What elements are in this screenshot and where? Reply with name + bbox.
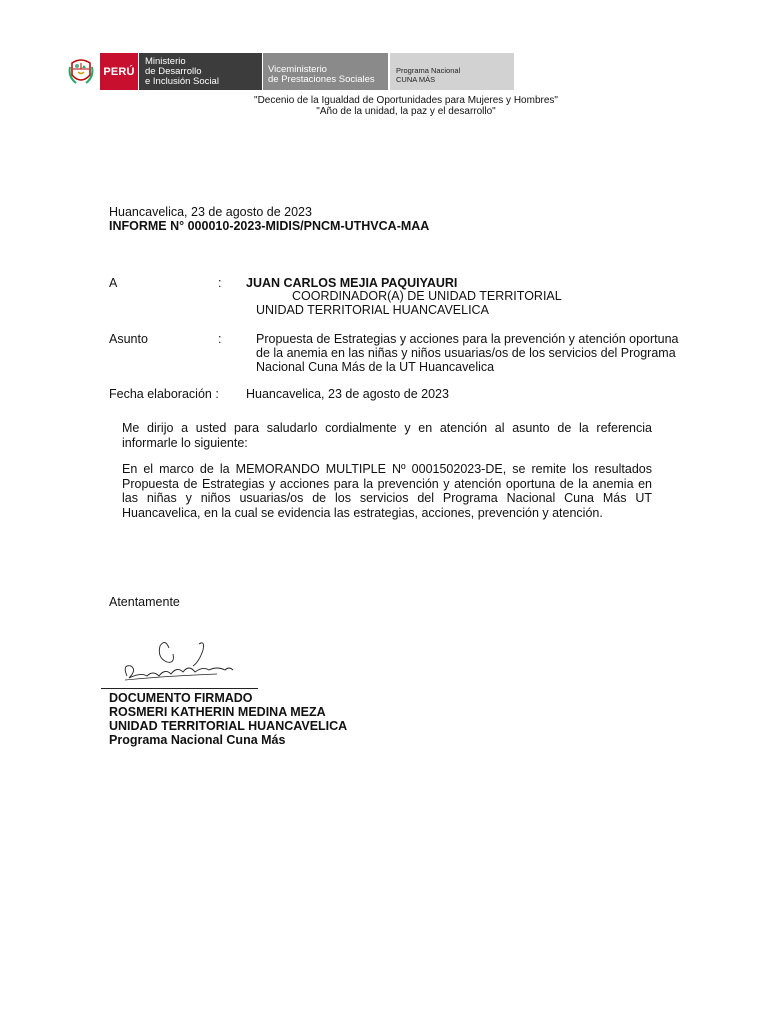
signer-program: Programa Nacional Cuna Más [109, 733, 286, 747]
program-line: Programa Nacional [396, 66, 461, 75]
elaboration-label: Fecha elaboración : [109, 387, 219, 401]
decade-slogan: "Decenio de la Igualdad de Oportunidades para Mujeres y Hombres" [254, 95, 558, 106]
subject-line: Propuesta de Estrategias y acciones para la prevención y atención oportuna [256, 332, 679, 346]
addressee-unit: UNIDAD TERRITORIAL HUANCAVELICA [256, 303, 489, 317]
subject-colon: : [218, 332, 222, 346]
program-line: CUNA MÁS [396, 75, 436, 84]
subject-line: Nacional Cuna Más de la UT Huancavelica [256, 360, 495, 374]
ministry-brand-box [139, 53, 262, 90]
ministry-line: de Desarrollo [145, 66, 202, 77]
place-date: Huancavelica, 23 de agosto de 2023 [109, 205, 312, 219]
vice-line: Viceministerio [268, 64, 327, 75]
ministry-line: Ministerio [145, 56, 186, 67]
peru-brand-box: PERÚ [100, 53, 138, 90]
year-slogan: "Año de la unidad, la paz y el desarrollo" [316, 106, 496, 117]
institutional-header [68, 53, 514, 90]
signature-line [101, 688, 258, 689]
report-number: INFORME N° 000010-2023-MIDIS/PNCM-UTHVCA-MAA [109, 219, 430, 233]
ministry-line: e Inclusión Social [145, 76, 219, 87]
signer-unit: UNIDAD TERRITORIAL HUANCAVELICA [109, 719, 348, 733]
body-paragraph: Me dirijo a usted para saludarlo cordialmente y en atención al asunto de la referencia informarle lo siguiente: [122, 421, 652, 450]
addressee-name: JUAN CARLOS MEJIA PAQUIYAURI [246, 276, 458, 290]
elaboration-date: Huancavelica, 23 de agosto de 2023 [246, 387, 449, 401]
vice-ministry-brand-box [263, 53, 388, 90]
signer-name: ROSMERI KATHERIN MEDINA MEZA [109, 705, 326, 719]
subject-line: de la anemia en las niñas y niños usuarias/os de los servicios del Programa [256, 346, 676, 360]
handwritten-signature [107, 636, 237, 688]
addressee-role: COORDINADOR(A) DE UNIDAD TERRITORIAL [292, 289, 562, 303]
vice-line: de Prestaciones Sociales [268, 74, 375, 85]
signature-status: DOCUMENTO FIRMADO [109, 691, 253, 705]
program-brand-box [390, 53, 514, 90]
to-colon: : [218, 276, 222, 290]
subject-label: Asunto [109, 332, 148, 346]
coat-of-arms-icon [68, 53, 94, 90]
closing: Atentamente [109, 595, 180, 609]
body-paragraph: En el marco de la MEMORANDO MULTIPLE Nº 0001502023-DE, se remite los resultados Propuesta de Estrategias y acciones para la prevención y atención oportuna de la anemia en las niñas y niños usuarias/os de los servicios del Programa Nacional Cuna Más UT Huancavelica, en la cual se evidencia las estrategias, acciones, prevención y atención. [122, 462, 652, 520]
to-label: A [109, 276, 118, 290]
